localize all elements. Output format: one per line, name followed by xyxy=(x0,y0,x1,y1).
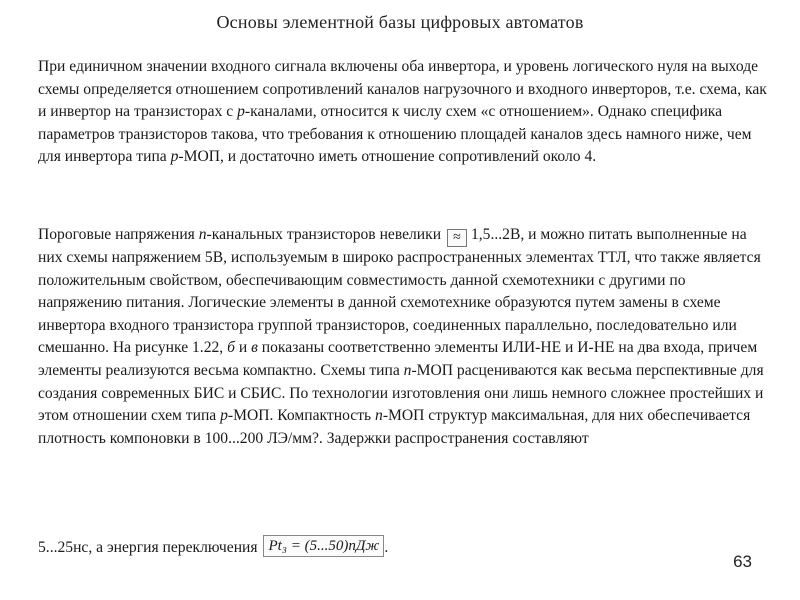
slide-title: Основы элементной базы цифровых автоматов xyxy=(216,12,584,32)
text-segment: -МОП структур максимальная, для них обеспечивается плотность компоновки в 100...200 ЛЭ/мм?. Задержки распространения составляют xyxy=(38,407,751,447)
page-number: 63 xyxy=(733,552,752,571)
italic-letter: n xyxy=(198,226,207,243)
approx-symbol-icon: ≈ xyxy=(447,229,467,247)
text-segment: -МОП. Компактность xyxy=(227,407,376,425)
italic-letter: р xyxy=(170,148,179,166)
text-segment: -МОП, и достаточно иметь отношение сопротивлений около 4. xyxy=(178,148,597,166)
text-segment: -канальных транзисторов невелики xyxy=(206,226,445,243)
italic-letter: р xyxy=(220,407,228,425)
italic-letter: б xyxy=(227,339,235,357)
text-segment: и xyxy=(234,339,252,357)
paragraph-inverter-ratio xyxy=(38,56,768,169)
text-segment: показаны соответственно элементы ИЛИ-НЕ и И-НЕ на два входа, причем элементы реализуются весьма компактно. Схемы типа xyxy=(38,339,758,379)
italic-letter: n xyxy=(403,361,412,379)
paragraph-switching-energy xyxy=(38,535,768,560)
italic-letter: n xyxy=(375,407,383,425)
text-segment: Пороговые напряжения xyxy=(38,226,199,243)
italic-letter: в xyxy=(251,339,258,357)
text-segment: 5...25нс, а энергия переключения xyxy=(38,539,262,556)
formula-image: Pt₃ = (5...50)пДж xyxy=(263,535,384,557)
paragraph-threshold-voltages xyxy=(38,224,768,450)
text-segment: 1,5...2В, и можно питать выполненные на них схемы напряжением 5В, используемым в широко распространенных элементах ТТЛ, что также является положительным свойством, обеспечивающим совместимость данной схемотехники с другими по напряжению питания. Логические элементы в данной схемотехнике образуются путем замены в схеме инвертора входного транзистора группой транзисторов, соединенных параллельно, последовательно или смешанно. На рисунке 1.22, xyxy=(38,226,761,357)
italic-letter: р xyxy=(237,103,245,121)
text-segment: При единичном значении входного сигнала включены оба инвертора, и уровень логического нуля на выходе схемы определяется отношением сопротивлений каналов нагрузочного и входного инверторов, т.е. схема, как и инвертор на транзисторах с xyxy=(38,58,767,121)
text-segment: -каналами, относится к числу схем «с отношением». Однако специфика параметров транзисторов такова, что требования к отношению площадей каналов здесь намного ниже, чем для инвертора типа xyxy=(38,103,752,166)
text-segment: . xyxy=(384,539,389,556)
text-segment: -МОП расцениваются как весьма перспективные для создания современных БИС и СБИС. По технологии изготовления они лишь немного сложнее простейших и этом отношении схем типа xyxy=(38,361,764,425)
